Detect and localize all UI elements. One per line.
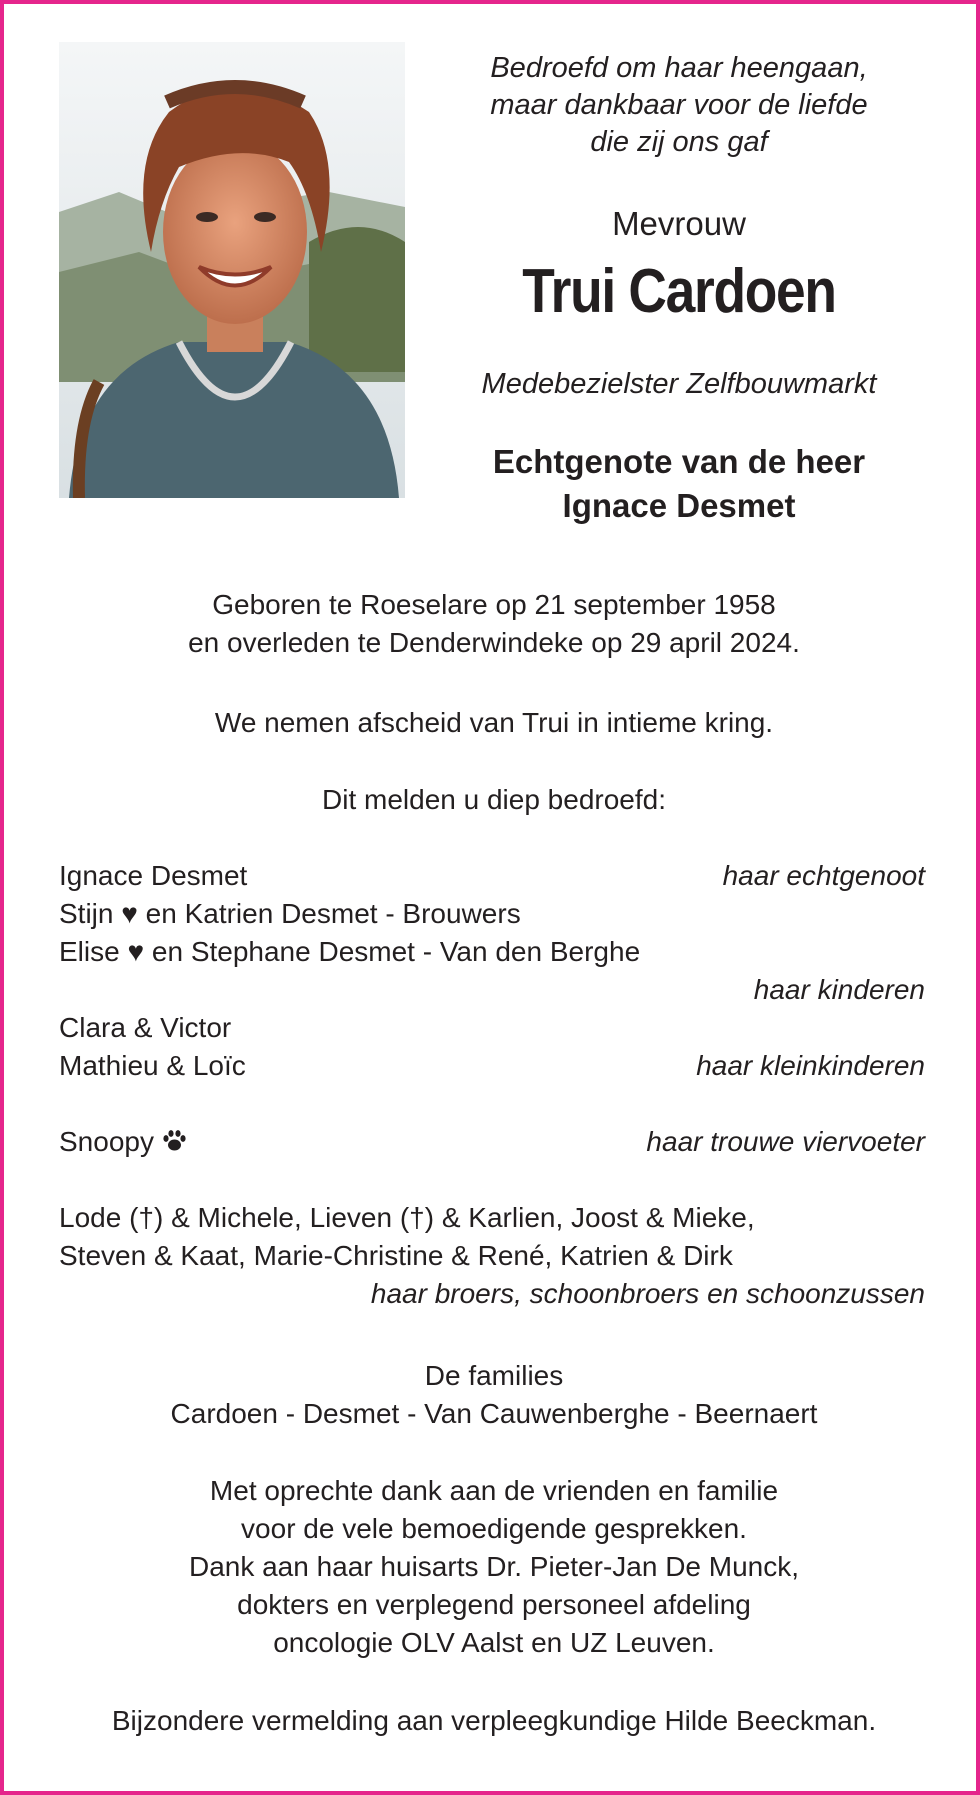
- deceased-name: Trui Cardoen: [522, 257, 836, 326]
- birth-death-info: [44, 586, 944, 662]
- family-row-spouse: [59, 857, 925, 895]
- spacer: [59, 1085, 925, 1123]
- salutation: Mevrouw: [612, 205, 746, 242]
- heart-icon: ♥: [121, 898, 138, 929]
- family-row-grandchildren: [59, 1047, 925, 1085]
- family-list: [59, 857, 925, 1313]
- child1-name: Stijn: [59, 898, 114, 929]
- grandchildren-relation: haar kleinkinderen: [696, 1050, 925, 1081]
- paw-icon: [162, 1123, 187, 1161]
- child1-partner: en Katrien Desmet - Brouwers: [145, 898, 521, 929]
- quote-line: die zij ons gaf: [590, 126, 768, 158]
- quote-line: maar dankbaar voor de liefde: [490, 89, 868, 121]
- role: Medebezielster Zelfbouwmarkt: [481, 368, 877, 400]
- death-line: en overleden te Denderwindeke op 29 april 2024.: [188, 627, 800, 658]
- siblings-line: Lode (†) & Michele, Lieven (†) & Karlien, Joost & Mieke,: [59, 1202, 755, 1233]
- header-block: [444, 50, 914, 528]
- children-relation: haar kinderen: [753, 974, 925, 1005]
- quote: [444, 50, 914, 161]
- thanks-line: voor de vele bemoedigende gesprekken.: [241, 1513, 747, 1544]
- siblings-relation: haar broers, schoonbroers en schoonzussen: [370, 1278, 925, 1309]
- spouse-line: Ignace Desmet: [562, 487, 796, 524]
- grandchildren-line: Mathieu & Loïc: [59, 1050, 246, 1081]
- thanks-line: oncologie OLV Aalst en UZ Leuven.: [273, 1627, 715, 1658]
- family-row-pet: [59, 1123, 925, 1161]
- family-row-child2: [59, 933, 925, 971]
- thanks-line: Dank aan haar huisarts Dr. Pieter-Jan De Munck,: [188, 1551, 800, 1582]
- thanks-line: dokters en verplegend personeel afdeling: [237, 1589, 751, 1620]
- thanks-block: [44, 1472, 944, 1662]
- announce-text: Dit melden u diep bedroefd:: [322, 784, 666, 815]
- spouse-heading: [444, 440, 914, 528]
- spouse-name: Ignace Desmet: [59, 860, 248, 891]
- pet-name: Snoopy: [59, 1126, 154, 1157]
- farewell-text: We nemen afscheid van Trui in intieme kring.: [214, 707, 774, 738]
- child2-name: Elise: [59, 936, 120, 967]
- pet-relation: haar trouwe viervoeter: [646, 1126, 925, 1157]
- birth-line: Geboren te Roeselare op 21 september 1958: [212, 589, 776, 620]
- special-mention: Bijzondere vermelding aan verpleegkundige Hilde Beeckman.: [111, 1705, 877, 1736]
- siblings-line: Steven & Kaat, Marie-Christine & René, Katrien & Dirk: [59, 1240, 733, 1271]
- grandchildren-line: Clara & Victor: [59, 1012, 232, 1043]
- heart-icon: ♥: [127, 936, 145, 967]
- spouse-relation: haar echtgenoot: [722, 860, 925, 891]
- spouse-line: Echtgenote van de heer: [492, 443, 866, 480]
- spacer: [59, 1161, 925, 1199]
- families-names: Cardoen - Desmet - Van Cauwenberghe - Beernaert: [170, 1398, 818, 1429]
- child2-partner: en Stephane Desmet - Van den Berghe: [151, 936, 641, 967]
- families-label: De families: [424, 1360, 564, 1391]
- thanks-line: Met oprechte dank aan de vrienden en familie: [209, 1475, 779, 1506]
- quote-line: Bedroefd om haar heengaan,: [490, 52, 868, 84]
- family-row-child1: [59, 895, 925, 933]
- portrait-photo: [59, 42, 405, 498]
- families-block: [44, 1357, 944, 1433]
